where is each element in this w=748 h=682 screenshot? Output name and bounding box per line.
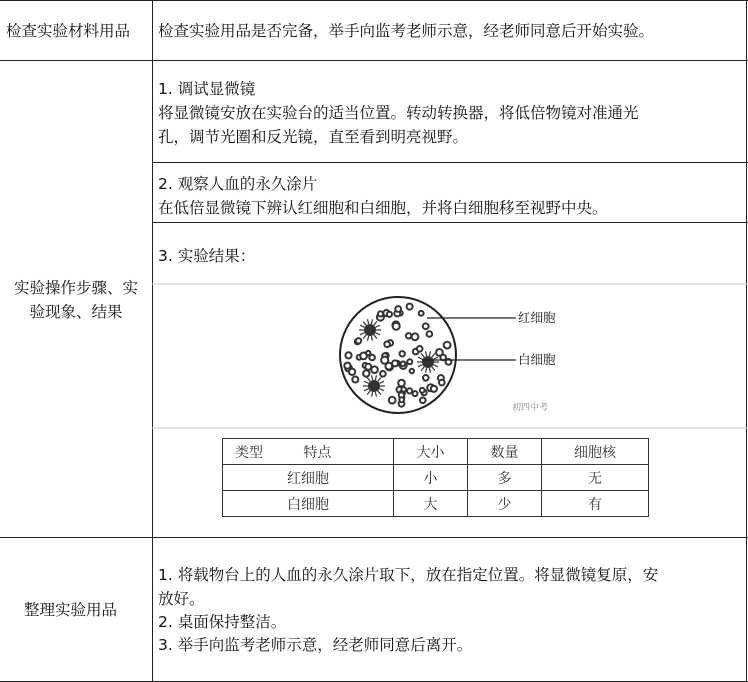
row-label-procedure [0,276,152,324]
red-blood-cell [406,333,411,338]
red-blood-cell [410,369,414,373]
cell-count: 少 [468,491,542,517]
red-blood-cell [356,338,361,343]
table-row [223,465,649,491]
red-blood-cell [413,391,418,396]
red-blood-cell [407,359,412,364]
red-blood-cell [420,388,425,393]
red-blood-cell [419,311,424,316]
cell-size: 大 [394,491,468,517]
table-header-row [223,439,649,465]
red-blood-cell [393,323,400,330]
red-blood-cell [412,333,419,340]
red-blood-cell [349,369,355,375]
red-blood-cell [420,398,426,404]
red-blood-cell [366,351,370,355]
row-label-procedure-line1: 实验操作步骤、实 [13,279,138,297]
red-blood-cell [407,304,413,310]
step1-line2: 孔，调节光圈和反光镜，直至看到明亮视野。 [158,128,469,146]
red-blood-cell [392,360,398,366]
header-type: 类型 [235,444,263,461]
red-blood-cell [401,362,406,367]
red-blood-cell [444,342,451,349]
red-blood-cell [378,311,383,316]
red-blood-cell [427,331,433,337]
red-blood-cell [439,380,445,386]
header-nucleus: 细胞核 [542,439,649,465]
red-blood-cell [384,342,390,348]
wbc-label: 白细胞 [518,352,556,367]
blood-smear-diagram [152,282,748,432]
cell-type: 白细胞 [223,491,394,517]
red-blood-cell [431,386,437,392]
table-row [223,491,649,517]
cell-count: 多 [468,465,542,491]
grid-line [0,537,748,538]
red-blood-cell [363,370,369,376]
red-blood-cell [401,387,406,392]
red-blood-cell [398,380,405,387]
red-blood-cell [407,388,412,393]
red-blood-cell [399,397,404,402]
cleanup-line4: 3. 举手向监考老师示意，经老师同意后离开。 [158,636,473,654]
step3-title: 3. 实验结果： [158,247,256,265]
cleanup-line2: 放好。 [158,590,205,608]
red-blood-cell [352,377,358,383]
grid-line [152,222,748,223]
red-blood-cell [400,351,405,356]
red-blood-cell [417,346,423,352]
step2-line1: 在低倍显微镜下辨认红细胞和白细胞，并将白细胞移至视野中央。 [158,199,608,217]
header-count: 数量 [468,439,542,465]
red-blood-cell [380,371,386,377]
red-blood-cell [389,397,396,404]
watermark: 初四中考 [512,403,549,413]
red-blood-cell [436,349,443,356]
red-blood-cell [387,312,392,317]
cleanup-line1: 1. 将载物台上的人血的永久涂片取下，放在指定位置。将显微镜复原，安 [158,566,659,584]
rbc-label: 红细胞 [518,310,556,325]
cleanup-line3: 2. 桌面保持整洁。 [158,613,287,631]
red-blood-cell [381,357,388,364]
header-size: 大小 [394,439,468,465]
cell-size: 小 [394,465,468,491]
grid-line [0,0,748,1]
red-blood-cell [365,364,371,370]
red-blood-cell [395,306,401,312]
row-content-check-materials: 检查实验用品是否完备，举手向监考老师示意，经老师同意后开始实验。 [158,22,655,40]
step1-title: 1. 调试显微镜 [158,80,256,98]
cell-comparison-table [222,438,649,517]
cell-nucleus: 无 [542,465,649,491]
red-blood-cell [423,375,429,381]
red-blood-cell [344,363,350,369]
grid-line [0,60,748,61]
row-label-check-materials: 检查实验材料用品 [6,22,131,40]
red-blood-cell [423,323,429,329]
header-feature: 特点 [303,444,332,461]
cell-type: 红细胞 [223,465,394,491]
row-label-procedure-line2: 验现象、结果 [29,303,123,321]
step1-line1: 将显微镜安放在实验台的适当位置。转动转换器，将低倍物镜对准通光 [158,104,639,122]
grid-line [152,162,748,163]
row-label-cleanup: 整理实验用品 [24,601,118,619]
step2-title: 2. 观察人血的永久涂片 [158,175,318,193]
cell-nucleus: 有 [542,491,649,517]
microscope-field-svg [152,282,748,432]
red-blood-cell [345,352,351,358]
